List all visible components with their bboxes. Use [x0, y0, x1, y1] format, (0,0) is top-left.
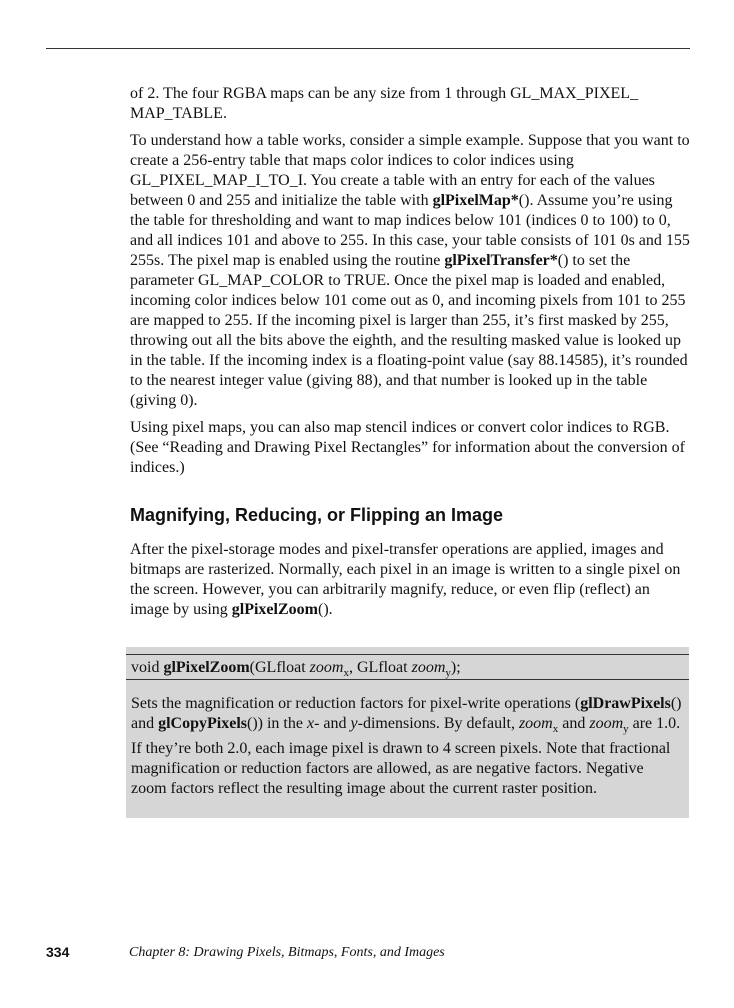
- desc-text-4: - and: [314, 715, 351, 732]
- sig-param-2-sub: y: [445, 667, 451, 680]
- glpixeltransfer-name: glPixelTransfer*: [444, 252, 558, 269]
- sig-part-2: , GLfloat: [348, 659, 412, 676]
- sig-function-name: glPixelZoom: [163, 659, 250, 676]
- desc-zoomx-sub: x: [552, 723, 559, 736]
- paragraph-1: [130, 84, 690, 124]
- function-box-top-rule: [126, 654, 689, 655]
- paragraph-3: [130, 418, 690, 478]
- glpixelmap-name: glPixelMap*: [432, 192, 519, 209]
- function-box: [126, 647, 689, 818]
- paragraph-2-text-c: () to set the parameter GL_MAP_COLOR to TRUE. Once the pixel map is loaded and enabled, incoming color indices below 101 come out as 0, and incoming pixels from 101 to 255 are mapped to 255. If the incoming pixel is larger than 255, it’s first masked by 255, throwing out all the bits above the eighth, and the resulting masked value is looked up in the table. If the incoming index is a floating-point value (say 88.14585), it’s rounded to the nearest integer value (giving 88), and that number is looked up in the table (giving 0).: [130, 252, 688, 409]
- sig-part-1: (GLfloat: [249, 659, 310, 676]
- desc-text-7: are 1.0. If they’re both 2.0, each image pixel is drawn to 4 screen pixels. Note that fractional magnification or reduction factors are allowed, as are negative factors. Negative zoom factors reflect the resulting image about the current raster position.: [131, 715, 681, 798]
- gldrawpixels-name: glDrawPixels: [580, 695, 671, 712]
- function-box-bottom-rule: [126, 679, 689, 680]
- header-rule: [46, 48, 690, 49]
- paragraph-3-text: Using pixel maps, you can also map stencil indices or convert color indices to RGB. (See “Reading and Drawing Pixel Rectangles” for information about the conversion of indices.): [130, 419, 685, 476]
- desc-text-3: ()) in the: [247, 715, 307, 732]
- chapter-title: Chapter 8: Drawing Pixels, Bitmaps, Fonts, and Images: [129, 945, 445, 960]
- desc-y: y: [350, 715, 358, 732]
- paragraph-2-text-b: (). Assume you’re using the table for thresholding and want to map indices below 101 (indices 0 to 100) to 0, and all indices 101 and above to 255. In this case, your table consists of 101 0s and 155 255s. The pixel map is enabled using the routine: [130, 192, 690, 269]
- paragraph-1-text: of 2. The four RGBA maps can be any size from 1 through GL_MAX_PIXEL_ MAP_TABLE.: [130, 85, 639, 122]
- section-paragraph-text-b: ().: [317, 601, 333, 618]
- glcopypixels-name: glCopyPixels: [158, 715, 247, 732]
- paragraph-2: [130, 131, 690, 411]
- section-heading: Magnifying, Reducing, or Flipping an Image: [130, 505, 504, 525]
- desc-zoomx: zoom: [518, 715, 553, 732]
- page-content: [130, 84, 690, 627]
- glpixelzoom-name: glPixelZoom: [231, 601, 318, 618]
- desc-text-5: -dimensions. By default,: [357, 715, 519, 732]
- section-paragraph-text-a: After the pixel-storage modes and pixel-transfer operations are applied, images and bitmaps are rasterized. Normally, each pixel in an image is written to a single pixel on the screen. However, you can arbitrarily magnify, reduce, or even flip (reflect) an image by using: [130, 541, 681, 618]
- page-footer: [46, 944, 690, 964]
- desc-zoomy-sub: y: [623, 723, 629, 736]
- page-number: 334: [46, 944, 70, 960]
- sig-param-1-sub: x: [343, 667, 349, 680]
- desc-text-1: Sets the magnification or reduction factors for pixel-write operations (: [131, 695, 581, 712]
- sig-part-3: );: [450, 659, 461, 676]
- sig-param-1: zoom: [309, 659, 344, 676]
- sig-prefix: void: [131, 659, 164, 676]
- function-description: [131, 694, 683, 799]
- desc-text-6: and: [558, 715, 590, 732]
- desc-text-2: () and: [131, 695, 682, 732]
- section-paragraph: [130, 540, 690, 620]
- sig-param-2: zoom: [411, 659, 446, 676]
- desc-zoomy: zoom: [589, 715, 624, 732]
- desc-x: x: [306, 715, 315, 732]
- paragraph-2-text-a: To understand how a table works, consider a simple example. Suppose that you want to create a 256-entry table that maps color indices to color indices using GL_PIXEL_MAP_I_TO_I. You create a table with an entry for each of the values between 0 and 255 and initialize the table with: [130, 132, 690, 209]
